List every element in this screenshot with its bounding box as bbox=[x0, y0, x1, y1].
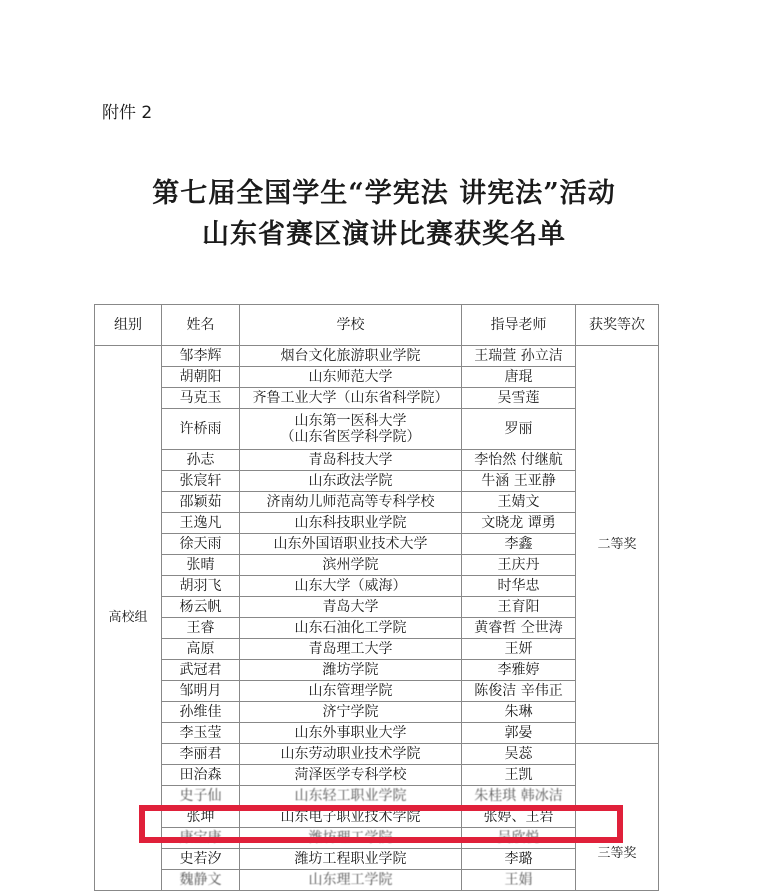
name-cell: 徐天雨 bbox=[162, 534, 240, 555]
name-cell: 史若汐 bbox=[162, 849, 240, 870]
school-cell: 山东电子职业技术学院 bbox=[240, 807, 462, 828]
school-cell: 菏泽医学专科学校 bbox=[240, 765, 462, 786]
school-cell: 青岛理工大学 bbox=[240, 639, 462, 660]
school-cell: 齐鲁工业大学（山东省科学院） bbox=[240, 388, 462, 409]
name-cell: 孙志 bbox=[162, 450, 240, 471]
table-row bbox=[95, 534, 659, 555]
teacher-cell: 王凯 bbox=[462, 765, 576, 786]
table-row bbox=[95, 723, 659, 744]
table-row bbox=[95, 367, 659, 388]
teacher-cell: 王婧文 bbox=[462, 492, 576, 513]
school-cell: 山东劳动职业技术学院 bbox=[240, 744, 462, 765]
teacher-cell: 吴雪莲 bbox=[462, 388, 576, 409]
name-cell: 史子仙 bbox=[162, 786, 240, 807]
header-group: 组别 bbox=[95, 305, 162, 346]
name-cell: 张坤 bbox=[162, 807, 240, 828]
school-cell: 山东师范大学 bbox=[240, 367, 462, 388]
teacher-cell: 李璐 bbox=[462, 849, 576, 870]
group-cell: 高校组 bbox=[95, 346, 162, 891]
name-cell: 胡朝阳 bbox=[162, 367, 240, 388]
name-cell: 武冠君 bbox=[162, 660, 240, 681]
table-row bbox=[95, 492, 659, 513]
teacher-cell: 罗丽 bbox=[462, 409, 576, 450]
school-cell: 山东石油化工学院 bbox=[240, 618, 462, 639]
teacher-cell: 朱琳 bbox=[462, 702, 576, 723]
school-cell: 青岛大学 bbox=[240, 597, 462, 618]
table-header-row bbox=[95, 305, 659, 346]
teacher-cell: 王瑞萱 孙立洁 bbox=[462, 346, 576, 367]
table-row bbox=[95, 409, 659, 450]
table-row bbox=[95, 471, 659, 492]
table-row bbox=[95, 576, 659, 597]
name-cell: 李丽君 bbox=[162, 744, 240, 765]
name-cell: 王睿 bbox=[162, 618, 240, 639]
teacher-cell: 李鑫 bbox=[462, 534, 576, 555]
table-row bbox=[95, 870, 659, 891]
teacher-cell: 王娟 bbox=[462, 870, 576, 891]
table-row bbox=[95, 639, 659, 660]
name-cell: 田治森 bbox=[162, 765, 240, 786]
name-cell: 邵颖茹 bbox=[162, 492, 240, 513]
table-row bbox=[95, 618, 659, 639]
school-cell: 山东外国语职业技术大学 bbox=[240, 534, 462, 555]
table-row bbox=[95, 702, 659, 723]
name-cell: 李玉莹 bbox=[162, 723, 240, 744]
table-row bbox=[95, 388, 659, 409]
school-cell: 山东外事职业大学 bbox=[240, 723, 462, 744]
attachment-label: 附件 2 bbox=[102, 103, 153, 123]
name-cell: 王逸凡 bbox=[162, 513, 240, 534]
teacher-cell: 王妍 bbox=[462, 639, 576, 660]
teacher-cell: 王庆丹 bbox=[462, 555, 576, 576]
name-cell: 张晴 bbox=[162, 555, 240, 576]
school-cell: 山东政法学院 bbox=[240, 471, 462, 492]
name-cell: 邹明月 bbox=[162, 681, 240, 702]
header-award: 获奖等次 bbox=[576, 305, 659, 346]
name-cell: 康宝康 bbox=[162, 828, 240, 849]
school-cell: 滨州学院 bbox=[240, 555, 462, 576]
school-cell: 济宁学院 bbox=[240, 702, 462, 723]
award-second-cell: 二等奖 bbox=[576, 346, 659, 744]
name-cell: 魏静文 bbox=[162, 870, 240, 891]
school-cell: 潍坊工程职业学院 bbox=[240, 849, 462, 870]
school-cell: 山东第一医科大学 （山东省医学科学院） bbox=[240, 409, 462, 450]
teacher-cell: 陈俊洁 辛伟正 bbox=[462, 681, 576, 702]
school-cell: 青岛科技大学 bbox=[240, 450, 462, 471]
name-cell: 杨云帆 bbox=[162, 597, 240, 618]
table-row bbox=[95, 681, 659, 702]
teacher-cell: 吴蕊 bbox=[462, 744, 576, 765]
award-third-cell: 三等奖 bbox=[576, 744, 659, 891]
table-row bbox=[95, 346, 659, 367]
teacher-cell: 张婷、王岩 bbox=[462, 807, 576, 828]
teacher-cell: 黄睿哲 仝世涛 bbox=[462, 618, 576, 639]
teacher-cell: 唐琨 bbox=[462, 367, 576, 388]
table-row bbox=[95, 450, 659, 471]
school-cell: 山东轻工职业学院 bbox=[240, 786, 462, 807]
teacher-cell: 吴欣悦 bbox=[462, 828, 576, 849]
teacher-cell: 郭晏 bbox=[462, 723, 576, 744]
teacher-cell: 李雅婷 bbox=[462, 660, 576, 681]
school-cell: 潍坊学院 bbox=[240, 660, 462, 681]
table-row bbox=[95, 597, 659, 618]
header-name: 姓名 bbox=[162, 305, 240, 346]
teacher-cell: 朱桂琪 韩冰洁 bbox=[462, 786, 576, 807]
school-cell: 山东科技职业学院 bbox=[240, 513, 462, 534]
table-row bbox=[95, 744, 659, 765]
teacher-cell: 王育阳 bbox=[462, 597, 576, 618]
teacher-cell: 李怡然 付继航 bbox=[462, 450, 576, 471]
name-cell: 孙维佳 bbox=[162, 702, 240, 723]
teacher-cell: 文晓龙 谭勇 bbox=[462, 513, 576, 534]
header-school: 学校 bbox=[240, 305, 462, 346]
table-row bbox=[95, 849, 659, 870]
table-row bbox=[95, 660, 659, 681]
school-cell: 山东大学（威海） bbox=[240, 576, 462, 597]
school-cell: 潍坊理工学院 bbox=[240, 828, 462, 849]
name-cell: 高原 bbox=[162, 639, 240, 660]
table-row bbox=[95, 555, 659, 576]
name-cell: 邹李辉 bbox=[162, 346, 240, 367]
school-cell: 烟台文化旅游职业学院 bbox=[240, 346, 462, 367]
award-table bbox=[94, 304, 659, 891]
header-teacher: 指导老师 bbox=[462, 305, 576, 346]
teacher-cell: 牛涵 王亚静 bbox=[462, 471, 576, 492]
name-cell: 马克玉 bbox=[162, 388, 240, 409]
highlight-box bbox=[139, 805, 623, 843]
table-row bbox=[95, 786, 659, 807]
name-cell: 胡羽飞 bbox=[162, 576, 240, 597]
school-cell: 山东管理学院 bbox=[240, 681, 462, 702]
teacher-cell: 时华忠 bbox=[462, 576, 576, 597]
school-cell: 济南幼儿师范高等专科学校 bbox=[240, 492, 462, 513]
document-title: 第七届全国学生“学宪法 讲宪法”活动 bbox=[152, 178, 616, 209]
name-cell: 许桥雨 bbox=[162, 409, 240, 450]
school-cell: 山东理工学院 bbox=[240, 870, 462, 891]
table-row bbox=[95, 513, 659, 534]
table-row bbox=[95, 765, 659, 786]
document-subtitle: 山东省赛区演讲比赛获奖名单 bbox=[202, 219, 566, 250]
name-cell: 张宸轩 bbox=[162, 471, 240, 492]
